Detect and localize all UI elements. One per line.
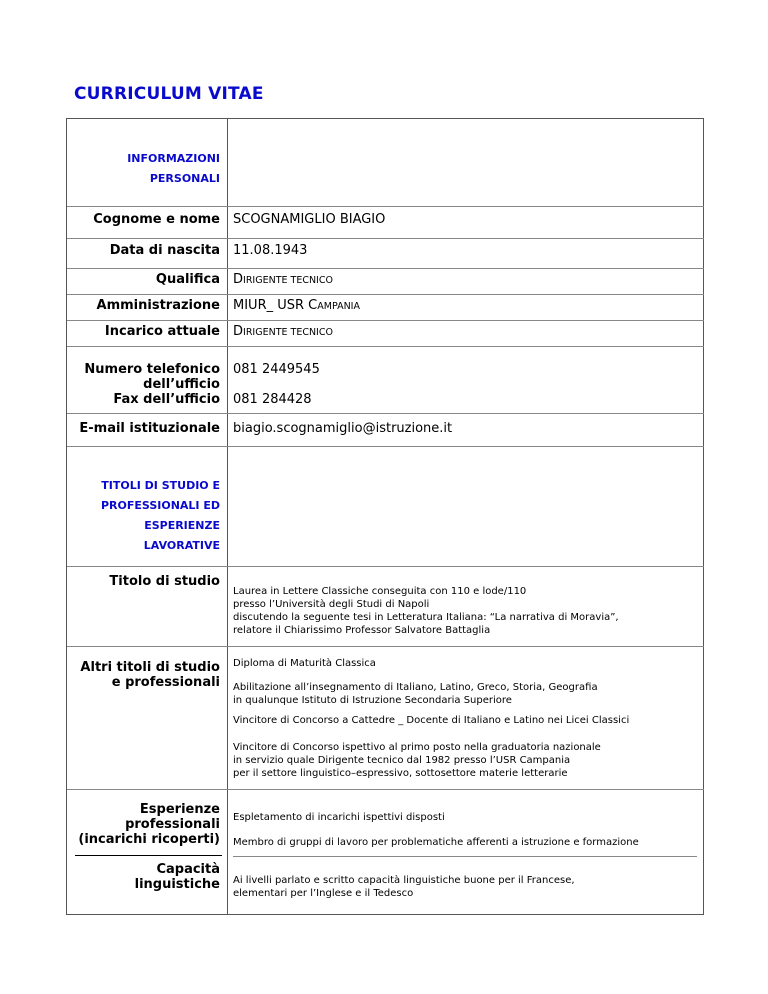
- row-divider: [67, 566, 704, 567]
- experience-label: [78, 802, 220, 847]
- row-divider: [67, 238, 704, 239]
- other-title-line: Vincitore di Concorso ispettivo al primo posto nella graduatoria nazionale: [233, 742, 601, 753]
- experience-label-line: Esperienze: [139, 802, 220, 817]
- study-line: Laurea in Lettere Classiche conseguita con 110 e lode/110: [233, 586, 527, 597]
- birth-value: 11.08.1943: [233, 243, 308, 258]
- section-heading-line: LAVORATIVE: [143, 539, 220, 552]
- email-value: biagio.scognamiglio@istruzione.it: [233, 421, 453, 436]
- name-label: Cognome e nome: [93, 212, 220, 227]
- other-title-item: [233, 741, 601, 780]
- other-titles-label-line: e professionali: [111, 675, 220, 690]
- study-line: relatore il Chiarissimo Professor Salvatore Battaglia: [233, 625, 491, 636]
- section-heading-line: TITOLI DI STUDIO E: [101, 479, 220, 492]
- other-titles-label-line: Altri titoli di studio: [80, 660, 220, 675]
- languages-value: [233, 874, 575, 900]
- study-value: [233, 585, 619, 637]
- role-initial: D: [233, 324, 244, 339]
- qualification-initial: D: [233, 272, 244, 287]
- row-divider: [67, 789, 704, 790]
- experience-item: Espletamento di incarichi ispettivi disposti: [233, 812, 445, 823]
- other-title-line: per il settore linguistico–espressivo, sottosettore materie letterarie: [233, 768, 568, 779]
- administration-value: [233, 298, 360, 314]
- study-line: discutendo la seguente tesi in Letteratura Italiana: “La narrativa di Moravia”,: [233, 612, 619, 623]
- role-rest: IRIGENTE TECNICO: [243, 327, 333, 338]
- birth-label: Data di nascita: [109, 243, 220, 258]
- qualification-label: Qualifica: [155, 272, 220, 287]
- fax-value: 081 284428: [233, 392, 312, 407]
- study-label: Titolo di studio: [109, 574, 220, 589]
- row-divider: [67, 320, 704, 321]
- label-separator: [75, 855, 222, 856]
- administration-main: MIUR_ USR C: [233, 298, 318, 313]
- phone-label-line: Numero telefonico: [84, 362, 220, 377]
- qualification-value: [233, 272, 333, 288]
- section-heading-line: PROFESSIONALI ED: [100, 499, 220, 512]
- value-separator: [233, 856, 697, 857]
- phone-value: 081 2449545: [233, 362, 320, 377]
- row-divider: [67, 346, 704, 347]
- section-heading-titles: [101, 476, 220, 556]
- study-line: presso l’Università degli Studi di Napoli: [233, 599, 430, 610]
- languages-line: Ai livelli parlato e scritto capacità linguistiche buone per il Francese,: [233, 875, 575, 886]
- row-divider: [67, 446, 704, 447]
- fax-label: Fax dell’ufficio: [113, 392, 220, 407]
- section-heading-line: INFORMAZIONI: [127, 152, 220, 165]
- other-title-item: [233, 681, 598, 707]
- experience-label-line: (incarichi ricoperti): [78, 832, 220, 847]
- languages-label-line: linguistiche: [134, 877, 220, 892]
- phone-label-line: dell’ufficio: [143, 377, 220, 392]
- section-heading-line: PERSONALI: [149, 172, 220, 185]
- row-divider: [67, 646, 704, 647]
- languages-line: elementari per l’Inglese e il Tedesco: [233, 888, 414, 899]
- row-divider: [67, 294, 704, 295]
- row-divider: [67, 413, 704, 414]
- row-divider: [67, 206, 704, 207]
- languages-label: [135, 862, 220, 892]
- qualification-rest: IRIGENTE TECNICO: [243, 275, 333, 286]
- section-heading-personal: [127, 149, 220, 189]
- name-value: SCOGNAMIGLIO BIAGIO: [233, 212, 386, 227]
- other-title-line: Abilitazione all’insegnamento di Italiano, Latino, Greco, Storia, Geografia: [233, 682, 598, 693]
- row-divider: [67, 268, 704, 269]
- email-label: E-mail istituzionale: [79, 421, 220, 436]
- role-label: Incarico attuale: [104, 324, 220, 339]
- experience-label-line: professionali: [125, 817, 220, 832]
- administration-label: Amministrazione: [96, 298, 220, 313]
- other-title-line: in servizio quale Dirigente tecnico dal 1982 presso l’USR Campania: [233, 755, 571, 766]
- administration-rest: AMPANIA: [317, 301, 360, 312]
- other-titles-label: [80, 660, 220, 690]
- other-title-line: in qualunque Istituto di Istruzione Secondaria Superiore: [233, 695, 512, 706]
- languages-label-line: Capacità: [156, 862, 220, 877]
- other-title-item: Vincitore di Concorso a Cattedre _ Docente di Italiano e Latino nei Licei Classici: [233, 715, 630, 726]
- document-title: CURRICULUM VITAE: [74, 84, 264, 104]
- other-title-item: Diploma di Maturità Classica: [233, 658, 376, 669]
- experience-item: Membro di gruppi di lavoro per problematiche afferenti a istruzione e formazione: [233, 837, 639, 848]
- phone-label: [84, 362, 220, 392]
- section-heading-line: ESPERIENZE: [144, 519, 220, 532]
- role-value: [233, 324, 333, 340]
